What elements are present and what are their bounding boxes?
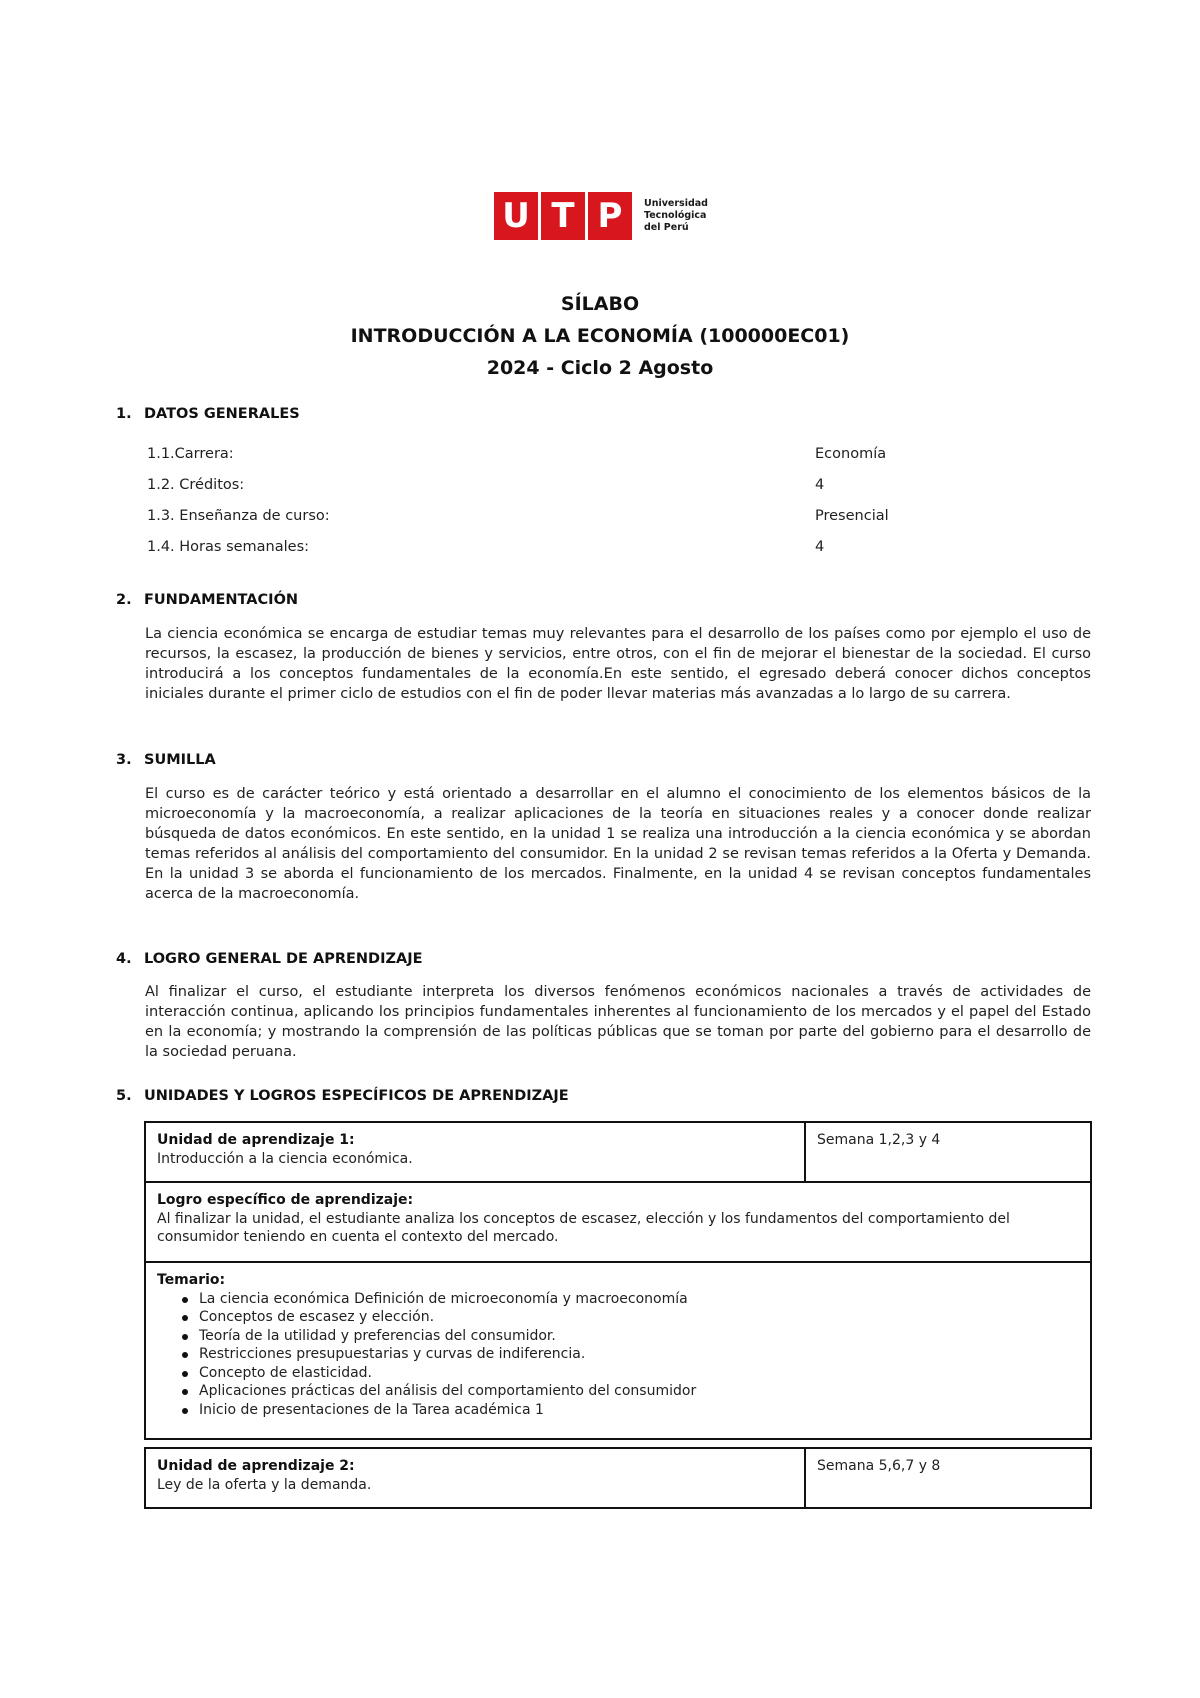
unit-1-weeks-cell [806,1123,1090,1181]
section-title: UNIDADES Y LOGROS ESPECÍFICOS DE APRENDIZAJE [144,1088,569,1104]
logo-letter-u: U [494,192,538,240]
unit-1-logro-cell [146,1183,1090,1261]
unit-2-weeks-cell [806,1449,1090,1507]
section-heading-sumilla [116,752,216,768]
datos-label: 1.4. Horas semanales: [147,539,310,555]
list-item: Concepto de elasticidad. [199,1364,1080,1383]
list-item: Aplicaciones prácticas del análisis del comportamiento del consumidor [199,1382,1080,1401]
datos-value: Presencial [815,508,889,524]
section-heading-datos-generales [116,406,300,422]
logo-letter-p: P [588,192,632,240]
logo-letter-t: T [541,192,585,240]
logo-name-line: Universidad [644,198,708,209]
temario-list [157,1290,1080,1420]
logro-especifico-label: Logro específico de aprendizaje: [157,1192,414,1208]
list-item: Inicio de presentaciones de la Tarea académica 1 [199,1401,1080,1420]
document-title [0,288,1200,384]
datos-label: 1.1.Carrera: [147,446,234,462]
datos-label: 1.3. Enseñanza de curso: [147,508,330,524]
datos-row-ensenanza [147,508,907,524]
utp-logo [494,192,708,240]
section-number: 2. [116,592,132,608]
section-title: LOGRO GENERAL DE APRENDIZAJE [144,951,423,967]
datos-value: 4 [815,539,825,555]
title-cycle: 2024 - Ciclo 2 Agosto [486,357,714,379]
temario-label: Temario: [157,1272,226,1288]
unit-2-title-cell [146,1449,806,1507]
title-course: INTRODUCCIÓN A LA ECONOMÍA (100000EC01) [350,325,850,347]
datos-label: 1.2. Créditos: [147,477,245,493]
unit-1-temario-row [146,1263,1090,1438]
datos-row-creditos [147,477,907,493]
datos-row-carrera [147,446,907,462]
logro-general-text: Al finalizar el curso, el estudiante interpreta los diversos fenómenos económicos nacionales a través de actividades de interacción continua, aplicando los principios fundamentales inherentes al funcionamiento de los mercados y el papel del Estado en la economía; y mostrando la comprensión de las políticas públicas que se toman por parte del gobierno para el desarrollo de la sociedad peruana. [145,984,1091,1060]
list-item: Teoría de la utilidad y preferencias del consumidor. [199,1327,1080,1346]
logo-university-name [644,198,708,234]
section-title: DATOS GENERALES [144,406,300,422]
unit-1-title-cell [146,1123,806,1181]
unit-name: Ley de la oferta y la demanda. [157,1476,372,1493]
title-silabo: SÍLABO [560,293,640,315]
sumilla-text: El curso es de carácter teórico y está orientado a desarrollar en el alumno el conocimiento de los elementos básicos de la microeconomía y la macroeconomía, a realizar aplicaciones de la teoría en situaciones reales y a conocer donde realizar búsqueda de datos económicos. En este sentido, en la unidad 1 se realiza una introducción a la ciencia económica y se abordan temas referidos al análisis del comportamiento del consumidor. En la unidad 2 se revisan temas referidos a la Oferta y Demanda. En la unidad 3 se aborda el funcionamiento de los mercados. Finalmente, en la unidad 4 se revisan conceptos fundamentales acerca de la macroeconomía. [145,786,1091,902]
datos-value: 4 [815,477,825,493]
list-item: Restricciones presupuestarias y curvas de indiferencia. [199,1345,1080,1364]
logro-especifico-text: Al finalizar la unidad, el estudiante analiza los conceptos de escasez, elección y los fundamentos del comportamiento del consumidor teniendo en cuenta el contexto del mercado. [157,1210,1010,1245]
unit-name: Introducción a la ciencia económica. [157,1150,413,1167]
unit-1-table [144,1121,1092,1440]
unit-1-header-row [146,1123,1090,1183]
datos-row-horas [147,539,907,555]
section-title: FUNDAMENTACIÓN [144,592,299,608]
section-number: 4. [116,951,132,967]
section-heading-fundamentacion [116,592,298,608]
unit-1-logro-row [146,1183,1090,1263]
logo-name-line: Tecnológica [644,210,707,221]
section-number: 5. [116,1088,132,1104]
section-heading-unidades [116,1088,569,1104]
fundamentacion-text: La ciencia económica se encarga de estudiar temas muy relevantes para el desarrollo de los países como por ejemplo el uso de recursos, la escasez, la producción de bienes y servicios, entre otros, con el fin de mejorar el bienestar de la sociedad. El curso introducirá a los conceptos fundamentales de la economía.En este sentido, el egresado deberá conocer dichos conceptos iniciales durante el primer ciclo de estudios con el fin de poder llevar materias más avanzadas a lo largo de su carrera. [145,626,1091,702]
unit-weeks: Semana 1,2,3 y 4 [817,1132,941,1148]
unit-label: Unidad de aprendizaje 1: [157,1132,355,1148]
unit-2-header-row [146,1449,1090,1507]
list-item: La ciencia económica Definición de microeconomía y macroeconomía [199,1290,1080,1309]
unit-1-temario-cell [146,1263,1090,1438]
section-heading-logro-general [116,951,423,967]
unit-2-table [144,1447,1092,1509]
logo-letters [494,192,632,240]
section-title: SUMILLA [144,752,216,768]
datos-value: Economía [815,446,887,462]
section-number: 3. [116,752,132,768]
unit-label: Unidad de aprendizaje 2: [157,1458,355,1474]
logo-name-line: del Perú [644,222,689,233]
unit-weeks: Semana 5,6,7 y 8 [817,1458,941,1474]
list-item: Conceptos de escasez y elección. [199,1308,1080,1327]
section-number: 1. [116,406,132,422]
